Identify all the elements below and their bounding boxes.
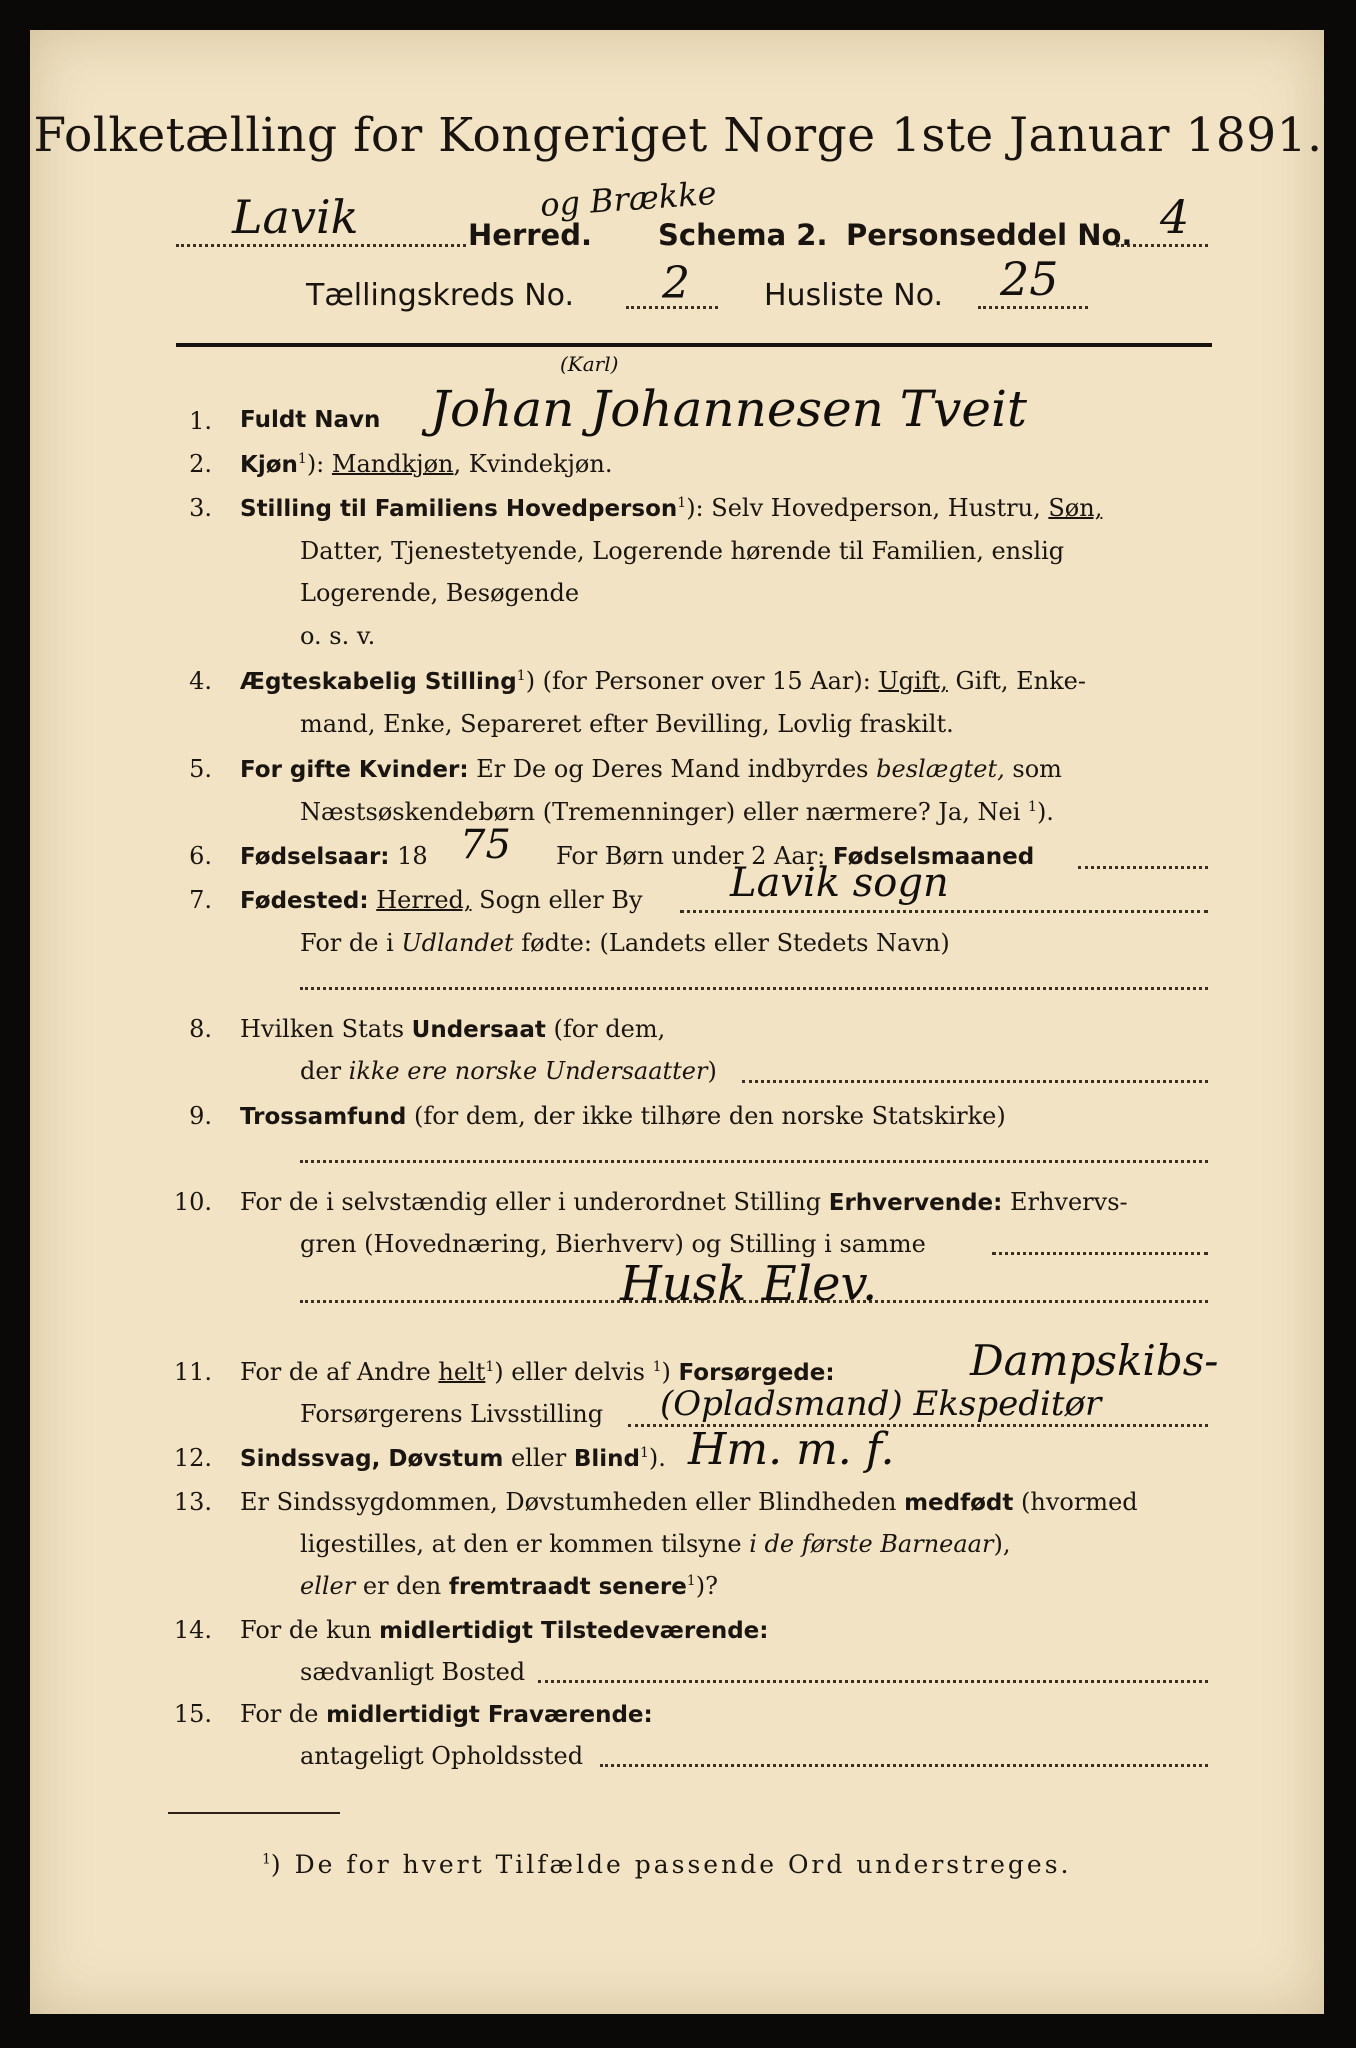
q15-line1 [240,1700,653,1728]
q6-label: Fødselsaar: [240,844,390,870]
husliste-label: Husliste No. [764,278,944,313]
q7-line1 [240,886,643,914]
q12-mid: eller [503,1444,574,1472]
q8-line2-b: ) [707,1057,717,1085]
q11-answer-1: Dampskibs- [970,1336,1219,1385]
q14-line2: sædvanligt Bosted [300,1658,526,1686]
herred-dotted-line [176,244,466,247]
q13-line2-b: ), [993,1530,1011,1558]
q6-number: 6. [189,842,212,870]
q15-dotted-line [600,1764,1208,1767]
q11-sup: 1 [485,1359,495,1375]
q13-line1-b: (hvormed [1013,1488,1138,1516]
q3-line2: Datter, Tjenestetyende, Logerende hørende til Familien, enslig [300,537,1065,565]
q3-line4: o. s. v. [300,622,376,650]
personseddel-number: 4 [1160,190,1190,244]
q5-sup: 1 [1028,799,1037,815]
q11-answer-2: (Opladsmand) Ekspeditør [660,1384,1102,1424]
herred-handwritten: Lavik [232,190,359,244]
q12-end: ). [648,1444,666,1472]
q12-answer: Hm. m. f. [688,1424,895,1475]
q7-line2 [300,929,950,957]
q4-option-ugift: Ugift, [878,667,948,695]
q13-line2 [300,1530,1010,1558]
q4-number: 4. [189,667,212,695]
q10-dotted-line [992,1252,1208,1255]
q3-number: 3. [189,494,212,522]
footnote-text: ) De for hvert Tilfælde passende Ord understreges. [270,1850,1072,1879]
q11-option-helt: helt [438,1358,486,1386]
q2-tail: ): [306,450,325,478]
q11-line1-a: For de af Andre [240,1358,439,1386]
q10-line1-b: Erhvervs- [1002,1188,1128,1216]
q8-line2 [300,1057,717,1085]
q11-line1 [240,1358,835,1386]
q4-text-b: Gift, Enke- [947,667,1086,695]
q2-option-mandkjon: Mandkjøn [331,450,454,478]
q4-line2: mand, Enke, Separeret efter Bevilling, Lovlig fraskilt. [300,710,954,738]
q15-line2: antageligt Opholdssted [300,1742,584,1770]
q1-number: 1. [189,407,212,435]
q8-line2-a: der [300,1057,349,1085]
q12-line [240,1444,666,1472]
q9-number: 9. [189,1102,212,1130]
q11-line2: Forsørgerens Livsstilling [300,1400,604,1428]
footnote-rule [168,1812,340,1814]
q9-dotted-line [300,1160,1208,1163]
q7-line2-b: fødte: (Landets eller Stedets Navn) [513,929,950,957]
q2-sup: 1 [297,451,307,467]
q13-line3-b: )? [695,1572,718,1600]
q8-dotted-line [742,1080,1208,1083]
q1-label: Fuldt Navn [240,407,381,433]
footnote-sup: 1 [262,1851,271,1868]
q5-label: For gifte Kvinder: [240,757,469,783]
q6-line [240,842,428,870]
q1-answer-name: Johan Johannesen Tveit [430,380,1028,438]
q10-line1-a: For de i selvstændig eller i underordnet Stilling [240,1188,829,1216]
q10-line2: gren (Hovednæring, Bierhverv) og Stilling i samme [300,1230,926,1258]
q12-sup: 1 [639,1445,649,1461]
q3-label: Stilling til Familiens Hovedperson [240,496,678,522]
q14-dotted-line [538,1680,1208,1683]
q13-line3-italic: eller [300,1572,356,1600]
q13-line1-a: Er Sindssygdommen, Døvstumheden eller Blindheden [240,1488,905,1516]
q5-line2 [300,798,1054,826]
q7-rest: Sogn eller By [471,886,643,914]
q13-line3 [300,1572,718,1600]
q7-label: Fødested: [240,888,369,914]
q2-option-kvindekjon: , Kvindekjøn. [453,450,613,478]
q8-number: 8. [189,1015,212,1043]
q9-rest: (for dem, der ikke tilhøre den norske Statskirke) [406,1102,1006,1130]
q12-number: 12. [173,1444,212,1472]
q5-text-italic: beslægtet, [876,755,1005,783]
q8-line1-a: Hvilken Stats [240,1015,412,1043]
q14-tilstedevaerende: midlertidigt Tilstedeværende: [379,1618,769,1644]
herred-label: Herred. [468,218,592,252]
q8-line2-italic: ikke ere norske Undersaatter [348,1057,708,1085]
q1-answer-note: (Karl) [560,352,619,376]
q13-sup: 1 [686,1573,696,1589]
q10-line1 [240,1188,1128,1216]
q7-dotted-line [680,910,1208,913]
q4-sup: 1 [516,668,526,684]
personseddel-dotted-line [1116,244,1208,247]
q10-erhvervende: Erhvervende: [828,1190,1003,1216]
herred-handwritten-note: og Brække [538,173,718,225]
q11-line1-b: ) eller delvis [494,1358,653,1386]
q13-number: 13. [173,1488,212,1516]
q5-line2-end: ). [1036,798,1054,826]
q13-fremtraadt: fremtraadt senere [448,1574,687,1600]
q4-line1 [240,667,1086,695]
husliste-number: 25 [1000,252,1059,306]
q2-label: Kjøn [240,452,298,478]
q11-sup2: 1 [652,1359,662,1375]
q5-line1 [240,755,1062,783]
q14-line1-a: For de kun [240,1616,380,1644]
q12-blind: Blind [573,1446,640,1472]
q13-line2-italic: i de første Barneaar [749,1530,994,1558]
q7-answer: Lavik sogn [730,860,949,906]
q7-number: 7. [189,886,212,914]
q10-number: 10. [173,1188,212,1216]
census-form-sheet [30,30,1324,2014]
q12-sindssvag-dovstum: Sindssvag, Døvstum [240,1446,504,1472]
q13-line2-a: ligestilles, at den er kommen tilsyne [300,1530,750,1558]
q8-undersaat: Undersaat [411,1017,546,1043]
q10-answer: Husk Elev. [620,1256,878,1312]
q6-prefix: 18 [389,842,428,870]
q15-line1-a: For de [240,1700,327,1728]
q9-trossamfund: Trossamfund [240,1104,407,1130]
schema-label: Schema 2. [658,218,828,252]
personseddel-label: Personseddel No. [846,218,1133,252]
q14-line1 [240,1616,768,1644]
q11-line1-c: ) [661,1358,679,1386]
q6-answer-year: 75 [460,822,511,868]
q13-line1 [240,1488,1138,1516]
q15-number: 15. [173,1700,212,1728]
taellingskreds-label: Tællingskreds No. [306,278,574,313]
q3-line3: Logerende, Besøgende [300,579,580,607]
q6-dotted-line [1078,866,1208,869]
q3-options: ): Selv Hovedperson, Hustru, [686,494,1049,522]
q13-line3-a: er den [355,1572,449,1600]
q7-line2-a: For de i [300,929,402,957]
q14-number: 14. [173,1616,212,1644]
q5-number: 5. [189,755,212,783]
q9-line [240,1102,1208,1130]
q13-medfodt: medfødt [904,1490,1014,1516]
header-rule [176,343,1212,347]
q11-forsorgede: Forsørgede: [678,1360,835,1386]
q3-option-son: Søn, [1048,494,1103,522]
q11-number: 11. [173,1358,212,1386]
q5-text-a: Er De og Deres Mand indbyrdes [468,755,877,783]
q5-text-b: som [1004,755,1062,783]
husliste-dotted-line [978,306,1088,309]
q8-line1 [240,1015,665,1043]
q6-fodselsmaaned: Fødselsmaaned [832,844,1035,870]
q4-label: Ægteskabelig Stilling [240,669,517,695]
q7-dotted-line-2 [300,987,1208,990]
q2-number: 2. [189,450,212,478]
q15-fravaerende: midlertidigt Fraværende: [326,1702,653,1728]
form-title: Folketælling for Kongeriget Norge 1ste Januar 1891. [33,108,1323,163]
q7-line2-italic: Udlandet [401,929,514,957]
q6-mid: For Børn under 2 Aar: [556,842,833,870]
q3-sup: 1 [677,495,687,511]
q8-line1-b: (for dem, [545,1015,666,1043]
footnote [262,1850,1071,1879]
taellingskreds-number: 2 [662,258,690,309]
q3-line1 [240,494,1102,522]
q5-line2-text: Næstsøskendebørn (Tremenninger) eller nærmere? Ja, Nei [300,798,1029,826]
q7-option-herred: Herred, [376,886,472,914]
q4-text-a: ) (for Personer over 15 Aar): [525,667,879,695]
q2-line [240,450,612,478]
